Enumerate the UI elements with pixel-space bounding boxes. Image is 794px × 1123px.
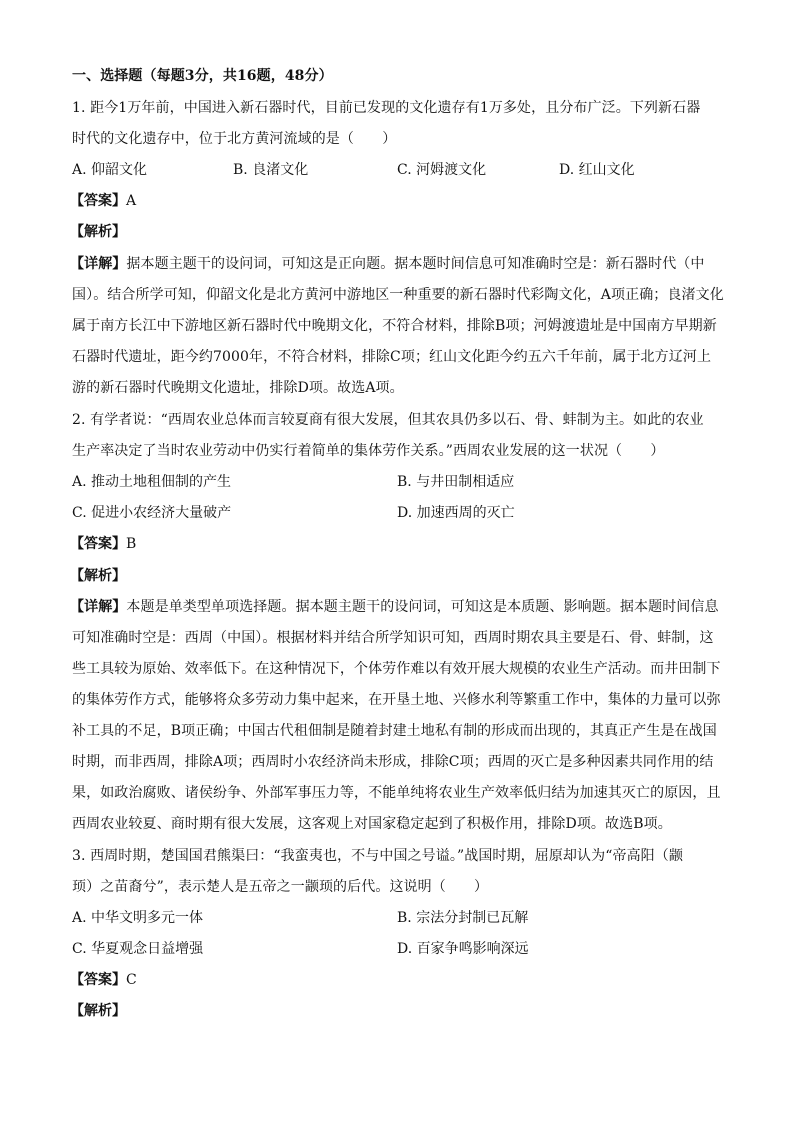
- answer-label: 【答案】: [70, 536, 126, 552]
- question-3-stem-line-1: 3. 西周时期，楚国国君熊渠曰：“我蛮夷也，不与中国之号谥。”战国时期，屈原却认为“帝高阳（颛: [72, 848, 683, 864]
- question-3-option-a: A. 中华文明多元一体: [72, 910, 204, 926]
- detail-label: 【详解】: [70, 256, 127, 272]
- detail-text: 本题是单类型单项选择题。据本题主题干的设问词，可知这是本质题、影响题。据本题时间信息: [126, 599, 719, 615]
- question-1-option-b: B. 良渚文化: [233, 162, 309, 178]
- question-1-detail-line-2: 国）。结合所学可知，仰韶文化是北方黄河中游地区一种重要的新石器时代彩陶文化，A项正确；良渚文化: [72, 287, 724, 303]
- question-2-detail-line-3: 些工具较为原始、效率低下。在这种情况下，个体劳作难以有效开展大规模的农业生产活动。而井田制下: [72, 661, 721, 677]
- question-2-answer: [70, 534, 136, 554]
- question-3-option-d: D. 百家争鸣影响深远: [397, 941, 529, 957]
- answer-label: 【答案】: [70, 193, 126, 209]
- question-1-stem-line-1: 1. 距今1万年前，中国进入新石器时代，目前已发现的文化遗存有1万多处，且分布广泛。下列新石器: [72, 100, 701, 116]
- question-2-detail-line-4: 的集体劳作方式，能够将众多劳动力集中起来，在开垦土地、兴修水利等繁重工作中，集体的力量可以弥: [72, 692, 721, 708]
- question-2-detail-line-5: 补工具的不足，B项正确；中国古代租佃制是随着封建土地私有制的形成而出现的，其真正产生是在战国: [72, 723, 717, 739]
- answer-value: B: [126, 536, 137, 552]
- question-2-detail-line-6: 时期，而非西周，排除A项；西周时小农经济尚未形成，排除C项；西周的灭亡是多种因素共同作用的结: [72, 754, 714, 770]
- question-2-option-a: A. 推动土地租佃制的产生: [72, 474, 232, 490]
- question-2-detail-line-2: 可知准确时空是：西周（中国）。根据材料并结合所学知识可知，西周时期农具主要是石、骨、蚌制，这: [72, 630, 714, 646]
- question-1-detail-line-3: 属于南方长江中下游地区新石器时代中晚期文化，不符合材料，排除B项；河姆渡遗址是中国南方早期新: [72, 318, 717, 334]
- question-1-option-a: A. 仰韶文化: [72, 162, 148, 178]
- question-1-answer: [70, 191, 136, 211]
- question-2-option-c: C. 促进小农经济大量破产: [72, 505, 232, 521]
- question-2-option-d: D. 加速西周的灭亡: [397, 505, 515, 521]
- question-1-detail-line-1: [70, 254, 720, 274]
- answer-value: C: [126, 972, 137, 988]
- question-1-stem-line-2: 时代的文化遗存中，位于北方黄河流域的是（ ）: [72, 131, 397, 147]
- question-2-analysis-label: 【解析】: [70, 568, 126, 584]
- section-title: 一、选择题（每题3分，共16题，48分）: [72, 68, 333, 84]
- question-2-detail-line-1: [70, 597, 720, 617]
- question-3-option-b: B. 宗法分封制已瓦解: [397, 910, 529, 926]
- question-1-detail-line-5: 游的新石器时代晚期文化遗址，排除D项。故选A项。: [72, 380, 404, 396]
- question-1-analysis-label: 【解析】: [70, 224, 126, 240]
- question-1-detail-line-4: 石器时代遗址，距今约7000年，不符合材料，排除C项；红山文化距今约五六千年前，属于北方辽河上: [72, 349, 712, 365]
- question-3-answer: [70, 970, 137, 990]
- question-3-analysis-label: 【解析】: [70, 1003, 126, 1019]
- question-3-stem-line-2: 顼）之苗裔兮”，表示楚人是五帝之一颛顼的后代。这说明（ ）: [72, 879, 489, 895]
- question-3-option-c: C. 华夏观念日益增强: [72, 941, 204, 957]
- question-2-stem-line-2: 生产率决定了当时农业劳动中仍实行着简单的集体劳作关系。”西周农业发展的这一状况（ ）: [72, 443, 665, 459]
- detail-label: 【详解】: [70, 599, 127, 615]
- answer-label: 【答案】: [70, 972, 126, 988]
- question-2-stem-line-1: 2. 有学者说：“西周农业总体而言较夏商有很大发展，但其农具仍多以石、骨、蚌制为主。如此的农业: [72, 412, 704, 428]
- question-2-detail-line-7: 果，如政治腐败、诸侯纷争、外部军事压力等，不能单纯将农业生产效率低归结为加速其灭亡的原因，且: [72, 785, 721, 801]
- answer-value: A: [126, 193, 137, 209]
- detail-text: 据本题主题干的设问词，可知这是正向题。据本题时间信息可知准确时空是：新石器时代（中: [126, 256, 705, 272]
- question-2-detail-line-8: 西周农业较夏、商时期有很大发展，这客观上对国家稳定起到了积极作用，排除D项。故选B项。: [72, 816, 672, 832]
- question-2-option-b: B. 与井田制相适应: [397, 474, 515, 490]
- question-1-option-d: D. 红山文化: [559, 162, 635, 178]
- question-1-option-c: C. 河姆渡文化: [397, 162, 487, 178]
